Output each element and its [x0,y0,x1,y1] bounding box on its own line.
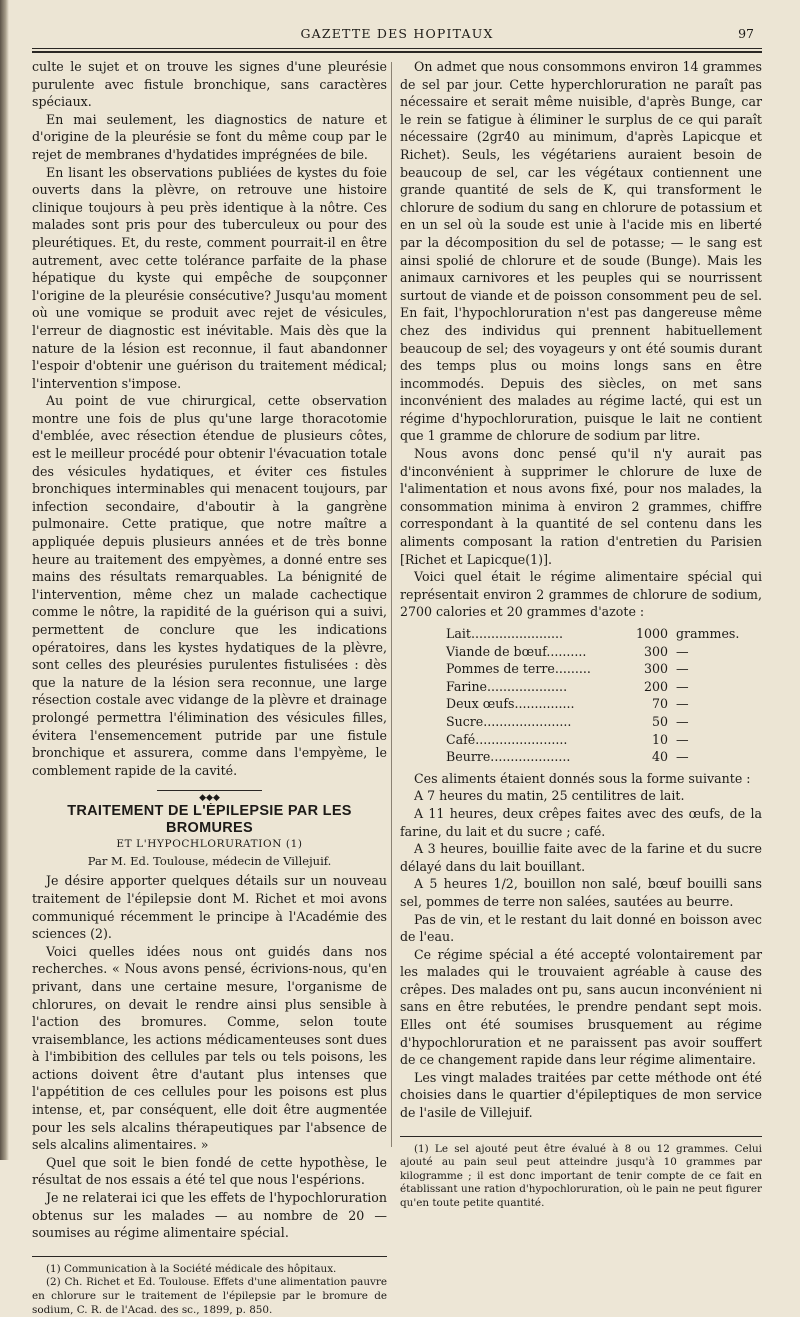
diet-table-row [446,678,746,696]
diet-table-row [446,695,746,713]
diet-quantity-cell: 40 [651,749,668,765]
paragraph: Quel que soit le bien fondé de cette hypothèse, le résultat de nos essais a été tel que nous l'espérions. [32,1154,387,1188]
right-footnotes [400,1136,762,1211]
section-subtitle: ET L'HYPOCHLORURATION (1) [116,838,303,851]
page-number: 97 [738,26,754,41]
diet-table-row [446,660,746,678]
diet-unit-cell: — [676,749,689,765]
diet-food-cell: Café....................... [446,731,568,747]
diet-quantity-cell: 300 [643,643,668,659]
diet-unit-cell: — [676,696,689,712]
footnote: (1) Le sel ajouté peut être évalué à 8 ou 12 grammes. Celui ajouté au pain seul peut atteindre jusqu'à 10 grammes par kilogramme ; il est donc important de tenir compte de ce fait en établissant une ration d'hypochloruration, où le pain ne peut figurer qu'en toute petite quantité. [400,1142,762,1209]
paragraph: En mai seulement, les diagnostics de nature et d'origine de la pleurésie se font du même coup par le rejet de membranes d'hydatides imprégnées de bile. [32,111,387,162]
paragraph: A 11 heures, deux crêpes faites avec des œufs, de la farine, du lait et du sucre ; café. [400,805,762,839]
diet-quantity-cell: 70 [651,696,668,712]
paragraph: Ces aliments étaient donnés sous la forme suivante : [414,770,751,786]
diet-food-cell: Viande de bœuf.......... [446,643,587,659]
paragraph: Les vingt malades traitées par cette méthode ont été choisies dans le quartier d'épileptiques de mon service de l'asile de Villejuif. [400,1069,762,1121]
footnote: (2) Ch. Richet et Ed. Toulouse. Effets d'une alimentation pauvre en chlorure sur le traitement de l'épilepsie par le bromure de sodium, C. R. de l'Acad. des sc., 1899, p. 850. [32,1276,387,1316]
paragraph: A 3 heures, bouillie faite avec de la farine et du sucre délayé dans du lait bouillant. [400,841,762,874]
diet-food-cell: Deux œufs............... [446,696,575,712]
diet-table-row [446,748,746,766]
diet-quantity-cell: 1000 [635,626,668,641]
page-header [32,24,762,44]
footnote: (1) Communication à la Société médicale des hôpitaux. [46,1262,337,1275]
header-rule [32,48,762,49]
diet-unit-cell: — [676,678,689,694]
diet-table-row [446,713,746,731]
diet-table-row [446,625,746,643]
diet-food-cell: Pommes de terre......... [446,661,591,677]
diet-unit-cell: — [676,661,689,677]
diet-unit-cell: — [676,731,689,747]
section-author: Par M. Ed. Toulouse, médecin de Villejuif. [87,854,332,869]
diet-unit-cell: — [676,643,689,659]
paragraph: Ce régime spécial a été accepté volontairement par les malades qui le trouvaient agréable à cause des crêpes. Des malades ont pu, sans aucun inconvénient ni sans en être rebutées, le prendre pendant sept mois. Elles ont été soumises brusquement au régime d'hypochloruration et ne paraissent pas avoir souffert de ce changement rapide dans leur régime alimentaire. [400,946,762,1068]
right-column [400,58,762,1211]
diet-quantity-cell: 200 [643,678,668,694]
diet-table-row [446,643,746,661]
diet-quantity-cell: 50 [651,713,668,729]
paragraph: Au point de vue chirurgical, cette observation montre une fois de plus qu'une large thoracotomie d'emblée, avec résection étendue de plusieurs côtes, est le meilleur procédé pour obtenir l'évacuation totale des vésicules hydatiques, et éviter ces fistules bronchiques interminables qui menacent toujours, par infection secondaire, d'aboutir à la gangrène pulmonaire. Cette pratique, que notre maître a appliquée depuis plusieurs années et de très bonne heure au traitement des empyèmes, a donné entre ses mains des résultats remarquables. La bénignité de l'intervention, même chez un malade cachectique comme le nôtre, la rapidité de la guérison qui a suivi, permettent de conclure que les indications opératoires, dans les kystes hydatiques de la plèvre, sont celles des pleurésies purulentes fistulisées : dès que la nature de la lésion sera reconnue, une large résection costale avec vidange de la plèvre et drainage prolongé permettra l'élimination des vésicules filles, évitera l'ensemencement putride par une fistule bronchique et assurera, comme dans l'empyème, le comblement rapide de la cavité. [32,393,387,778]
left-column [32,58,387,1317]
paragraph: En lisant les observations publiées de kystes du foie ouverts dans la plèvre, on retrouve une histoire clinique toujours à peu près identique à la nôtre. Ces malades sont pris pour des tuberculeux ou pour des pleurétiques. Et, du reste, comment pourrait-il en être autrement, avec cette tolérance parfaite de la phase hépatique du kyste qui empêche de soupçonner l'origine de la pleurésie consécutive? Jusqu'au moment où une vomique se produit avec rejet de vésicules, l'erreur de diagnostic est inévitable. Mais dès que la nature de la lésion est reconnue, il faut abandonner l'espoir d'obtenir une guérison du traitement médical; l'intervention s'impose. [32,164,387,391]
diet-unit-cell: grammes. [676,626,740,641]
page-binding-edge [0,0,9,1160]
diet-table [446,625,746,766]
diet-quantity-cell: 300 [643,661,668,677]
section-divider-ornament: ◆◆◆ [32,787,387,793]
paragraph: A 5 heures 1/2, bouillon non salé, bœuf bouilli sans sel, pommes de terre non salées, sautées au beurre. [400,876,762,909]
diet-table-row [446,731,746,749]
diet-food-cell: Sucre...................... [446,713,572,729]
left-footnotes [32,1256,387,1317]
diet-food-cell: Beurre.................... [446,749,571,765]
header-rule-thick [32,51,762,53]
diet-food-cell: Lait....................... [446,626,564,641]
diet-quantity-cell: 10 [651,731,668,747]
paragraph: Voici quelles idées nous ont guidés dans nos recherches. « Nous avons pensé, écrivions-nous, qu'en privant, dans une certaine mesure, l'organisme de chlorures, on devait le rendre ainsi plus sensible à l'action des bromures. Comme, selon toute vraisemblance, les actions médicamenteuses sont dues à l'imbibition des cellules par tels ou tels poisons, les actions doivent être d'autant plus intenses que l'appétition de ces cellules pour les poisons est plus intense, et, par conséquent, elle doit être augmentée pour les sels alcalins thérapeutiques par l'absence de sels alcalins alimentaires. » [32,943,387,1153]
paragraph: Je désire apporter quelques détails sur un nouveau traitement de l'épilepsie dont M. Richet et moi avons communiqué récemment le principe à l'Académie des sciences (2). [32,873,387,942]
paragraph: Nous avons donc pensé qu'il n'y aurait pas d'inconvénient à supprimer le chlorure de luxe de l'alimentation et nous avons fixé, pour nos malades, la consommation minima à environ 2 grammes, chiffre correspondant à la quantité de sel contenu dans les aliments composant la ration d'entretien du Parisien [Richet et Lapicque(1)]. [400,446,762,567]
diet-food-cell: Farine.................... [446,678,568,694]
paragraph: Pas de vin, et le restant du lait donné en boisson avec de l'eau. [400,911,762,945]
paragraph: A 7 heures du matin, 25 centilitres de lait. [414,788,685,804]
paragraph: On admet que nous consommons environ 14 grammes de sel par jour. Cette hyperchloruration ne paraît pas nécessaire et serait même nuisible, d'après Bunge, car le rein se fatigue à éliminer le surplus de ce qui paraît nécessaire (2gr40 au minimum, d'après Lapicque et Richet). Seuls, les végétariens auraient besoin de beaucoup de sel, car les végétaux contiennent une grande quantité de sels de K, qui transforment le chlorure de sodium du sang en chlorure de potassium et en un sel où la soude est unie à l'acide mis en liberté par la décomposition du sel de potasse; — le sang est ainsi spolié de chlorure et de soude (Bunge). Mais les animaux carnivores et les peuples qui se nourrissent surtout de viande et de poisson consomment peu de sel. En fait, l'hypochloruration n'est pas dangereuse même chez des individus qui prennent habituellement beaucoup de sel; des voyageurs y ont été soumis durant des temps plus ou moins longs sans en être incommodés. Depuis des siècles, on met sans inconvénient des malades au régime lacté, qui est un régime d'hypochloruration, puisque le lait ne contient que 1 gramme de chlorure de sodium par litre. [400,59,762,444]
paragraph: Voici quel était le régime alimentaire spécial qui représentait environ 2 grammes de chlorure de sodium, 2700 calories et 20 grammes d'azote : [400,569,762,620]
column-divider [391,62,392,1147]
publication-title: GAZETTE DES HOPITAUX [300,26,494,41]
paragraph: culte le sujet et on trouve les signes d'une pleurésie purulente avec fistule bronchique, sans caractères spéciaux. [32,59,387,110]
section-title: TRAITEMENT DE L'ÉPILEPSIE PAR LES BROMURES [67,803,352,837]
paragraph: Je ne relaterai ici que les effets de l'hypochloruration obtenus sur les malades — au nombre de 20 — soumises au régime alimentaire spécial. [32,1190,387,1241]
diet-unit-cell: — [676,713,689,729]
